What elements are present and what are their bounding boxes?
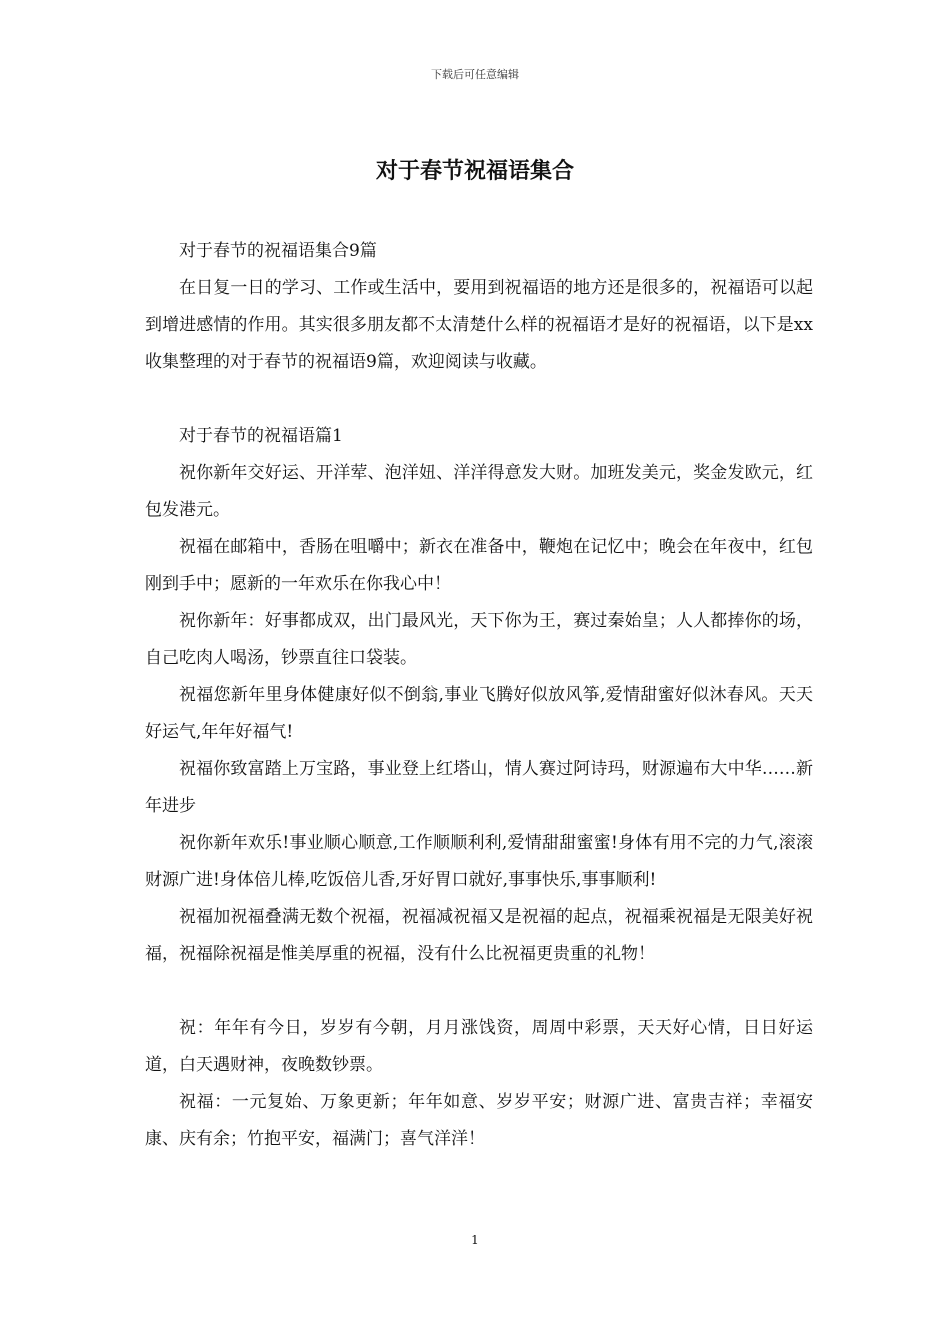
blessing-paragraph: 祝你新年欢乐!事业顺心顺意,工作顺顺利利,爱情甜甜蜜蜜!身体有用不完的力气,滚滚财源广进!身体倍儿棒,吃饭倍儿香,牙好胃口就好,事事快乐,事事顺利! — [145, 833, 813, 890]
blessing-paragraph: 祝福：一元复始、万象更新；年年如意、岁岁平安；财源广进、富贵吉祥；幸福安康、庆有余；竹抱平安，福满门；喜气洋洋！ — [145, 1092, 813, 1149]
blessing-paragraph: 祝福加祝福叠满无数个祝福，祝福减祝福又是祝福的起点，祝福乘祝福是无限美好祝福，祝福除祝福是惟美厚重的祝福，没有什么比祝福更贵重的礼物！ — [145, 907, 813, 964]
intro-heading: 对于春节的祝福语集合9篇 — [179, 241, 377, 261]
blessing-paragraph: 祝：年年有今日，岁岁有今朝，月月涨饯资，周周中彩票，天天好心情，日日好运道，白天遇财神，夜晚数钞票。 — [145, 1018, 813, 1075]
intro-paragraph: 在日复一日的学习、工作或生活中，要用到祝福语的地方还是很多的，祝福语可以起到增进感情的作用。其实很多朋友都不太清楚什么样的祝福语才是好的祝福语，以下是xx收集整理的对于春节的祝福语9篇，欢迎阅读与收藏。 — [145, 278, 813, 372]
blessing-paragraph: 祝福你致富踏上万宝路，事业登上红塔山，情人赛过阿诗玛，财源遍布大中华……新年进步 — [145, 759, 813, 816]
blessing-paragraph: 祝你新年交好运、开洋荤、泡洋妞、洋洋得意发大财。加班发美元，奖金发欧元，红包发港元。 — [145, 463, 813, 520]
document-body — [145, 233, 813, 1158]
blessing-paragraph: 祝你新年：好事都成双，出门最风光，天下你为王，赛过秦始皇；人人都捧你的场，自己吃肉人喝汤，钞票直往口袋装。 — [145, 611, 813, 668]
page-number: 1 — [471, 1233, 479, 1247]
page-header-note: 下载后可任意编辑 — [431, 68, 519, 81]
blessing-paragraph: 祝福在邮箱中，香肠在咀嚼中；新衣在准备中，鞭炮在记忆中；晚会在年夜中，红包刚到手中；愿新的一年欢乐在你我心中！ — [145, 537, 813, 594]
document-title: 对于春节祝福语集合 — [375, 158, 574, 184]
section-heading: 对于春节的祝福语篇1 — [179, 426, 343, 446]
blessing-paragraph: 祝福您新年里身体健康好似不倒翁,事业飞腾好似放风筝,爱情甜蜜好似沐春风。天天好运气,年年好福气! — [145, 685, 813, 742]
